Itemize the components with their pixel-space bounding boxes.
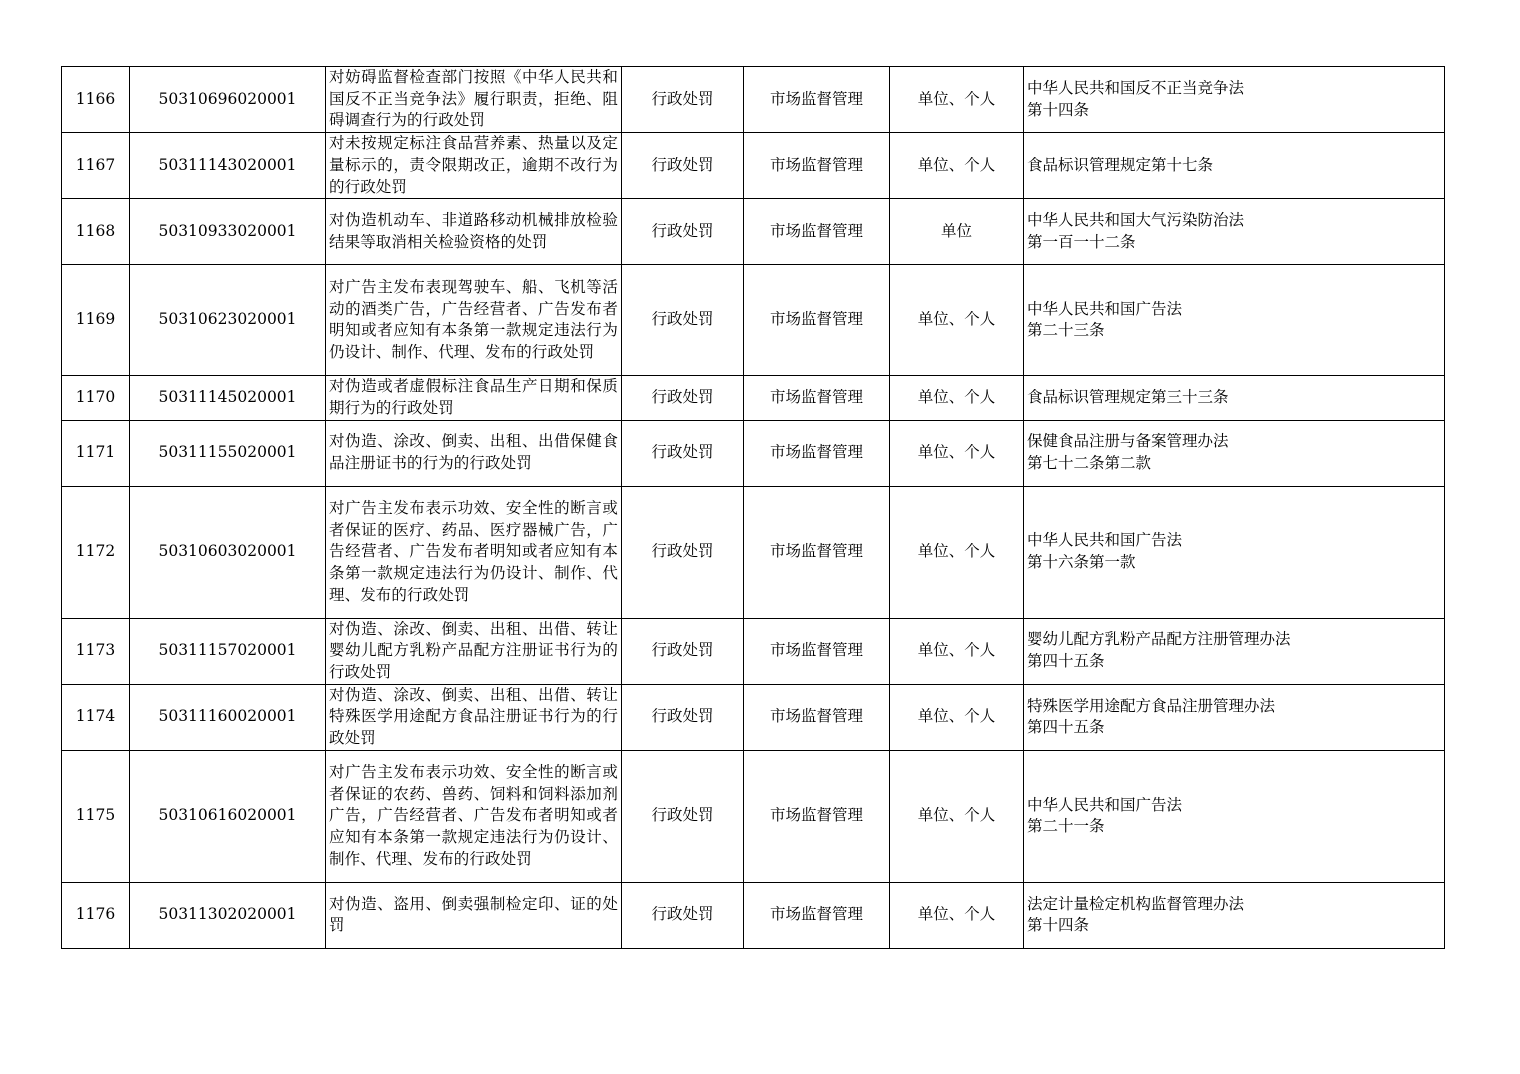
seq-cell: 1168 (62, 199, 130, 265)
legal-basis-line: 第七十二条第二款 (1027, 454, 1152, 473)
table-row (62, 199, 1445, 265)
department-cell: 市场监督管理 (744, 376, 890, 420)
category-cell: 行政处罚 (622, 486, 744, 618)
department-cell: 市场监督管理 (744, 67, 890, 133)
legal-basis-line: 第二十一条 (1027, 817, 1105, 836)
legal-basis-line: 第二十三条 (1027, 321, 1105, 340)
code-cell: 50311145020001 (130, 376, 326, 420)
category-cell: 行政处罚 (622, 133, 744, 199)
department-cell: 市场监督管理 (744, 133, 890, 199)
legal-basis-line: 第十六条第一款 (1027, 553, 1136, 572)
table-row (62, 684, 1445, 750)
code-cell: 50310616020001 (130, 750, 326, 882)
category-cell: 行政处罚 (622, 199, 744, 265)
subject-cell: 单位、个人 (890, 420, 1024, 486)
table-body (62, 67, 1445, 949)
description-cell: 对伪造、涂改、倒卖、出租、出借、转让婴幼儿配方乳粉产品配方注册证书行为的行政处罚 (326, 618, 622, 684)
subject-cell: 单位、个人 (890, 376, 1024, 420)
legal-basis-line: 中华人民共和国反不正当竞争法 (1027, 78, 1245, 97)
department-cell: 市场监督管理 (744, 684, 890, 750)
code-cell: 50310603020001 (130, 486, 326, 618)
code-cell: 50310933020001 (130, 199, 326, 265)
seq-cell: 1174 (62, 684, 130, 750)
description-cell: 对伪造机动车、非道路移动机械排放检验结果等取消相关检验资格的处罚 (326, 199, 622, 265)
legal-basis-line: 第一百一十二条 (1027, 232, 1136, 251)
description-cell: 对妨碍监督检查部门按照《中华人民共和国反不正当竞争法》履行职责，拒绝、阻碍调查行为的行政处罚 (326, 67, 622, 133)
legal-basis-cell (1024, 618, 1445, 684)
table-row (62, 486, 1445, 618)
code-cell: 50310623020001 (130, 265, 326, 376)
legal-basis-cell (1024, 265, 1445, 376)
legal-basis-cell (1024, 750, 1445, 882)
code-cell: 50311155020001 (130, 420, 326, 486)
description-cell: 对伪造、盗用、倒卖强制检定印、证的处罚 (326, 882, 622, 948)
legal-basis-cell (1024, 420, 1445, 486)
legal-basis-line: 第四十五条 (1027, 652, 1105, 671)
department-cell: 市场监督管理 (744, 618, 890, 684)
department-cell: 市场监督管理 (744, 750, 890, 882)
subject-cell: 单位、个人 (890, 684, 1024, 750)
legal-basis-cell (1024, 882, 1445, 948)
category-cell: 行政处罚 (622, 750, 744, 882)
table-row (62, 618, 1445, 684)
legal-basis-line: 法定计量检定机构监督管理办法 (1027, 894, 1245, 913)
category-cell: 行政处罚 (622, 684, 744, 750)
code-cell: 50310696020001 (130, 67, 326, 133)
description-cell: 对广告主发布表示功效、安全性的断言或者保证的医疗、药品、医疗器械广告，广告经营者、广告发布者明知或者应知有本条第一款规定违法行为仍设计、制作、代理、发布的行政处罚 (326, 486, 622, 618)
seq-cell: 1166 (62, 67, 130, 133)
category-cell: 行政处罚 (622, 420, 744, 486)
code-cell: 50311143020001 (130, 133, 326, 199)
department-cell: 市场监督管理 (744, 420, 890, 486)
table-row (62, 882, 1445, 948)
legal-basis-cell (1024, 133, 1445, 199)
table-row (62, 420, 1445, 486)
legal-basis-line: 中华人民共和国广告法 (1027, 531, 1183, 550)
category-cell: 行政处罚 (622, 67, 744, 133)
legal-basis-line: 婴幼儿配方乳粉产品配方注册管理办法 (1027, 630, 1291, 649)
seq-cell: 1176 (62, 882, 130, 948)
seq-cell: 1173 (62, 618, 130, 684)
seq-cell: 1167 (62, 133, 130, 199)
legal-basis-line: 中华人民共和国大气污染防治法 (1027, 211, 1245, 230)
subject-cell: 单位、个人 (890, 265, 1024, 376)
seq-cell: 1172 (62, 486, 130, 618)
legal-basis-line: 第十四条 (1027, 100, 1090, 119)
code-cell: 50311160020001 (130, 684, 326, 750)
category-cell: 行政处罚 (622, 265, 744, 376)
subject-cell: 单位、个人 (890, 750, 1024, 882)
legal-basis-cell (1024, 376, 1445, 420)
seq-cell: 1169 (62, 265, 130, 376)
table-row (62, 376, 1445, 420)
code-cell: 50311302020001 (130, 882, 326, 948)
subject-cell: 单位、个人 (890, 618, 1024, 684)
table-row (62, 750, 1445, 882)
penalty-table (61, 66, 1445, 949)
department-cell: 市场监督管理 (744, 882, 890, 948)
category-cell: 行政处罚 (622, 618, 744, 684)
seq-cell: 1171 (62, 420, 130, 486)
description-cell: 对广告主发布表示功效、安全性的断言或者保证的农药、兽药、饲料和饲料添加剂广告，广告经营者、广告发布者明知或者应知有本条第一款规定违法行为仍设计、制作、代理、发布的行政处罚 (326, 750, 622, 882)
legal-basis-line: 第十四条 (1027, 916, 1090, 935)
description-cell: 对未按规定标注食品营养素、热量以及定量标示的，责令限期改正，逾期不改行为的行政处罚 (326, 133, 622, 199)
description-cell: 对伪造或者虚假标注食品生产日期和保质期行为的行政处罚 (326, 376, 622, 420)
department-cell: 市场监督管理 (744, 265, 890, 376)
legal-basis-cell (1024, 486, 1445, 618)
code-cell: 50311157020001 (130, 618, 326, 684)
legal-basis-line: 食品标识管理规定第三十三条 (1027, 388, 1229, 407)
subject-cell: 单位、个人 (890, 133, 1024, 199)
legal-basis-cell (1024, 684, 1445, 750)
category-cell: 行政处罚 (622, 376, 744, 420)
seq-cell: 1170 (62, 376, 130, 420)
legal-basis-cell (1024, 199, 1445, 265)
legal-basis-line: 保健食品注册与备案管理办法 (1027, 432, 1229, 451)
seq-cell: 1175 (62, 750, 130, 882)
category-cell: 行政处罚 (622, 882, 744, 948)
legal-basis-line: 食品标识管理规定第十七条 (1027, 155, 1214, 174)
subject-cell: 单位 (890, 199, 1024, 265)
description-cell: 对广告主发布表现驾驶车、船、飞机等活动的酒类广告，广告经营者、广告发布者明知或者应知有本条第一款规定违法行为仍设计、制作、代理、发布的行政处罚 (326, 265, 622, 376)
description-cell: 对伪造、涂改、倒卖、出租、出借保健食品注册证书的行为的行政处罚 (326, 420, 622, 486)
department-cell: 市场监督管理 (744, 486, 890, 618)
subject-cell: 单位、个人 (890, 67, 1024, 133)
legal-basis-cell (1024, 67, 1445, 133)
table-row (62, 133, 1445, 199)
subject-cell: 单位、个人 (890, 882, 1024, 948)
department-cell: 市场监督管理 (744, 199, 890, 265)
legal-basis-line: 特殊医学用途配方食品注册管理办法 (1027, 696, 1276, 715)
legal-basis-line: 中华人民共和国广告法 (1027, 795, 1183, 814)
table-row (62, 265, 1445, 376)
subject-cell: 单位、个人 (890, 486, 1024, 618)
description-cell: 对伪造、涂改、倒卖、出租、出借、转让特殊医学用途配方食品注册证书行为的行政处罚 (326, 684, 622, 750)
legal-basis-line: 第四十五条 (1027, 718, 1105, 737)
table-row (62, 67, 1445, 133)
legal-basis-line: 中华人民共和国广告法 (1027, 299, 1183, 318)
